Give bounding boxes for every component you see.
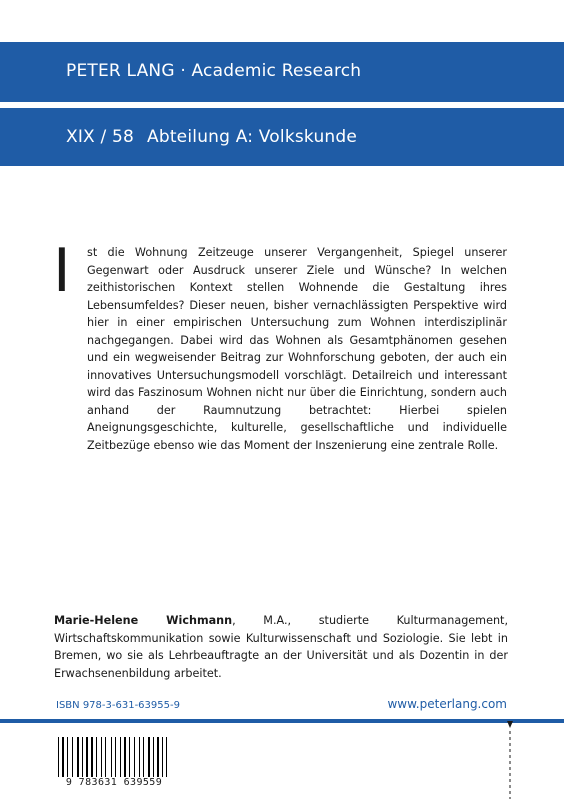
barcode-bar [145,737,148,777]
barcode-bar [80,737,81,777]
barcode-bar [103,737,104,777]
barcode-bar [153,737,154,777]
publisher-url[interactable]: www.peterlang.com [387,697,507,711]
barcode-bar [101,737,102,777]
barcode-bar [62,737,64,777]
barcode-bar [160,737,161,777]
barcode-bar [136,737,138,777]
isbn: ISBN 978-3-631-63955-9 [56,700,180,711]
barcode-bar [74,737,76,777]
barcode-bar [124,737,127,777]
barcode-bar [157,737,159,777]
barcode-bar [111,737,112,777]
barcode-bar [129,737,130,777]
barcode-bar [82,737,83,777]
barcode-bar [117,737,119,777]
barcode-bar [67,737,68,777]
barcode-bar [131,737,133,777]
barcode-bar [115,737,116,777]
author-bio-text: , M.A., studierte Kulturmanagement, Wirtschaftskommunikation sowie Kulturwissenschaft und Soziologie. Sie lebt in Bremen, wo sie als Lehrbeauftragte an der Universität und als Dozentin in der Erwachsenenbildung arbeitet. [54,614,508,680]
barcode-bars [58,737,170,777]
barcode-bar [127,737,128,777]
barcode-bar [166,737,167,777]
publisher-banner [0,42,564,102]
series-name: Abteilung A: Volkskunde [147,127,358,147]
footer-rule [0,719,564,723]
barcode-bar [168,737,169,777]
barcode-bar [98,737,100,777]
barcode-bar [72,737,73,777]
barcode-bar [84,737,85,777]
barcode-digits: 9 783631 639559 [65,777,163,788]
barcode-bar [60,737,61,777]
barcode-bar [139,737,140,777]
publisher-line: PETER LANG · Academic Research [66,61,362,81]
drop-cap: I [53,236,71,306]
barcode-bar [143,737,144,777]
barcode-bar [94,737,95,777]
barcode-bar [91,737,93,777]
barcode-bar [122,737,123,777]
barcode-bar [155,737,156,777]
barcode-bar [105,737,107,777]
series-banner [0,108,564,166]
barcode-bar [151,737,152,777]
barcode-bar [89,737,90,777]
barcode-bar [141,737,142,777]
barcode [56,737,172,792]
barcode-bar [134,737,135,777]
barcode-bar [107,737,110,777]
barcode-bar [65,737,66,777]
barcode-bar [113,737,114,777]
barcode-bar [58,737,59,777]
barcode-bar [86,737,89,777]
series-line [66,127,357,147]
barcode-bar [69,737,72,777]
barcode-bar [120,737,121,777]
barcode-bar [96,737,97,777]
barcode-bar [148,737,150,777]
barcode-bar [162,737,163,777]
blurb-text: st die Wohnung Zeitzeuge unserer Vergangenheit, Spiegel unserer Gegenwart oder Ausdruck unserer Ziele und Wünsche? In welchen zeithistorischen Kontext stellen Wohnende die Gestaltung ihres Lebensumfeldes? Dieser neuen, bisher vernachlässigten Perspektive wird hier in einer empirischen Untersuchung zum Wohnen interdisziplinär nachgegangen. Dabei wird das Wohnen als Gesamtphänomen gesehen und ein wegweisender Beitrag zur Wohnforschung geboten, der auch ein innovatives Untersuchungsmodell vorschlägt. Detailreich und interessant wird das Faszinosum Wohnen nicht nur über die Einrichtung, sondern auch anhand der Raumnutzung betrachtet: Hierbei spielen Aneignungsgeschichte, kulturelle, gesellschaftliche und individuelle Zeitbezüge ebenso wie das Moment der Inszenierung eine zentrale Rolle. [87,246,507,452]
author-name: Marie-Helene Wichmann [54,614,233,627]
author-bio [54,612,508,682]
series-number: XIX / 58 [66,127,135,147]
barcode-bar [77,737,79,777]
dashed-marker [506,719,514,800]
barcode-bar [164,737,166,777]
